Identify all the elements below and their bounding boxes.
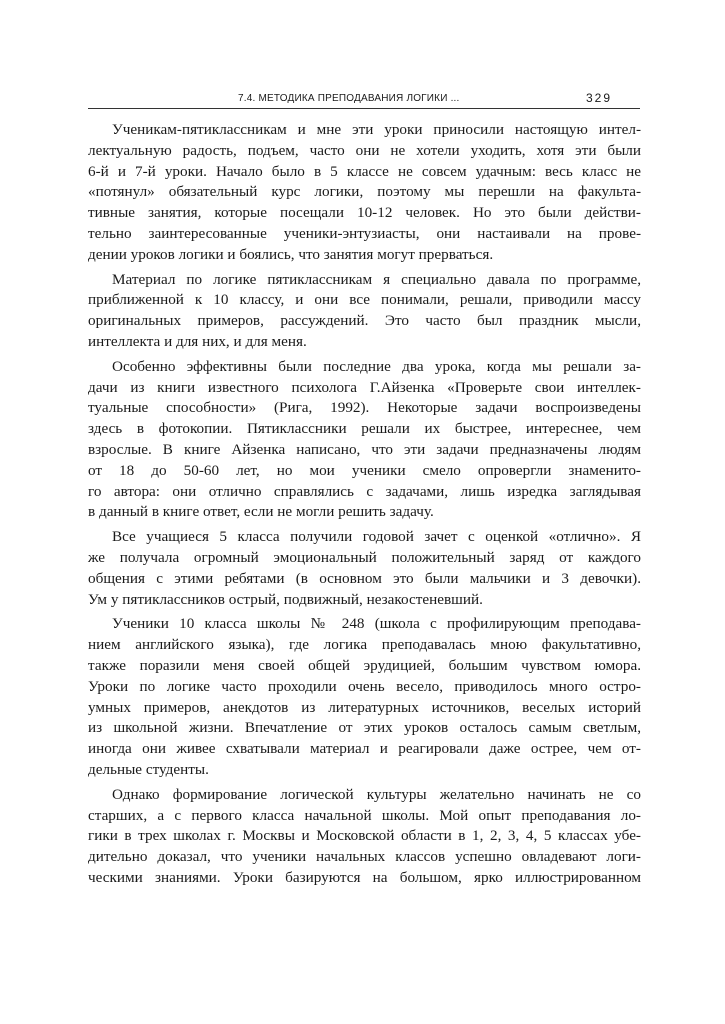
text-line: дачи из книги известного психолога Г.Айзенка «Проверьте свои интеллек- (88, 378, 641, 396)
text-line: приближенной к 10 классу, и они все понимали, решали, приводили массу (88, 291, 641, 309)
text-line: го автора: они отлично справлялись с задачами, лишь изредка заглядывая (88, 482, 641, 500)
text-line: Однако формирование логической культуры желательно начинать не со (112, 785, 641, 803)
text-line: общения с этими ребятами (в основном это были мальчики и 3 девочки). (88, 569, 641, 587)
paragraph (88, 357, 641, 523)
paragraph (88, 785, 641, 889)
text-line: Уроки по логике часто проходили очень весело, приводилось много остро- (88, 677, 641, 695)
text-line: из школьной жизни. Впечатление от этих уроков осталось самым светлым, (88, 719, 641, 737)
page-number: 329 (585, 91, 612, 105)
text-line: гики в трех школах г. Москвы и Московской области в 1, 2, 3, 4, 5 классах убе- (88, 827, 641, 845)
text-line: дении уроков логики и боялись, что занятия могут прерваться. (88, 245, 494, 263)
text-line: в данный в книге ответ, если не могли решить задачу. (88, 503, 434, 521)
text-line: 6-й и 7-й уроки. Начало было в 5 классе не совсем удачным: весь класс не (88, 162, 641, 180)
paragraph (88, 120, 641, 266)
running-header (88, 88, 640, 109)
text-line: Ученикам-пятиклассникам и мне эти уроки приносили настоящую интел- (112, 121, 641, 138)
text-line: взрослые. В книге Айзенка написано, что эти задачи предназначены людям (88, 440, 641, 458)
running-title: 7.4. МЕТОДИКА ПРЕПОДАВАНИЯ ЛОГИКИ ... (238, 93, 460, 104)
text-line: здесь в фотокопии. Пятиклассники решали их быстрее, интереснее, чем (88, 420, 641, 438)
text-line: дельные студенты. (88, 760, 209, 778)
text-line: туальные способности» (Рига, 1992). Некоторые задачи воспроизведены (88, 399, 641, 417)
text-line: Ум у пятиклассников острый, подвижный, незакостеневший. (88, 590, 483, 608)
text-line: «потянул» обязательный курс логики, поэтому мы перешли на факульта- (88, 183, 641, 201)
text-line: оригинальных примеров, рассуждений. Это часто был праздник мысли, (88, 312, 641, 330)
text-line: также поразили меня своей общей эрудицией, большим чувством юмора. (88, 656, 641, 674)
text-line: старших, а с первого класса начальной школы. Мой опыт преподавания ло- (88, 806, 641, 824)
text-line: же получала огромный эмоциональный положительный заряд от каждого (88, 548, 641, 566)
text-line: умных примеров, анекдотов из литературных источников, веселых историй (88, 698, 641, 716)
text-line: тивные занятия, которые посещали 10-12 человек. Но это были действи- (88, 204, 641, 222)
paragraph (88, 270, 641, 353)
text-line: Особенно эффективны были последние два урока, когда мы решали за- (112, 357, 641, 375)
paragraph (88, 527, 641, 610)
text-line: дительно доказал, что ученики начальных классов успешно овладевают логи- (88, 848, 641, 866)
text-line: иногда они живее схватывали материал и реагировали даже острее, чем от- (88, 740, 641, 758)
paragraph (88, 614, 641, 780)
text-line: Ученики 10 класса школы № 248 (школа с профилирующим преподава- (112, 615, 641, 633)
text-line: лектуальную радость, подъем, часто они не хотели уходить, хотя эти были (88, 141, 641, 159)
text-line: Материал по логике пятиклассникам я специально давала по программе, (112, 270, 641, 288)
page-body (88, 120, 641, 893)
text-line: Все учащиеся 5 класса получили годовой зачет с оценкой «отлично». Я (112, 528, 641, 546)
text-line: интеллекта и для них, и для меня. (88, 332, 307, 350)
text-line: от 18 до 50-60 лет, но мои ученики смело опровергли знаменито- (88, 461, 641, 479)
text-line: тельно заинтересованные ученики-энтузиасты, они настаивали на прове- (88, 224, 641, 242)
text-line: ческими знаниями. Уроки базируются на большом, ярко иллюстрированном (88, 868, 641, 886)
text-line: нием английского языка), где логика преподавалась мною факультативно, (88, 636, 641, 654)
